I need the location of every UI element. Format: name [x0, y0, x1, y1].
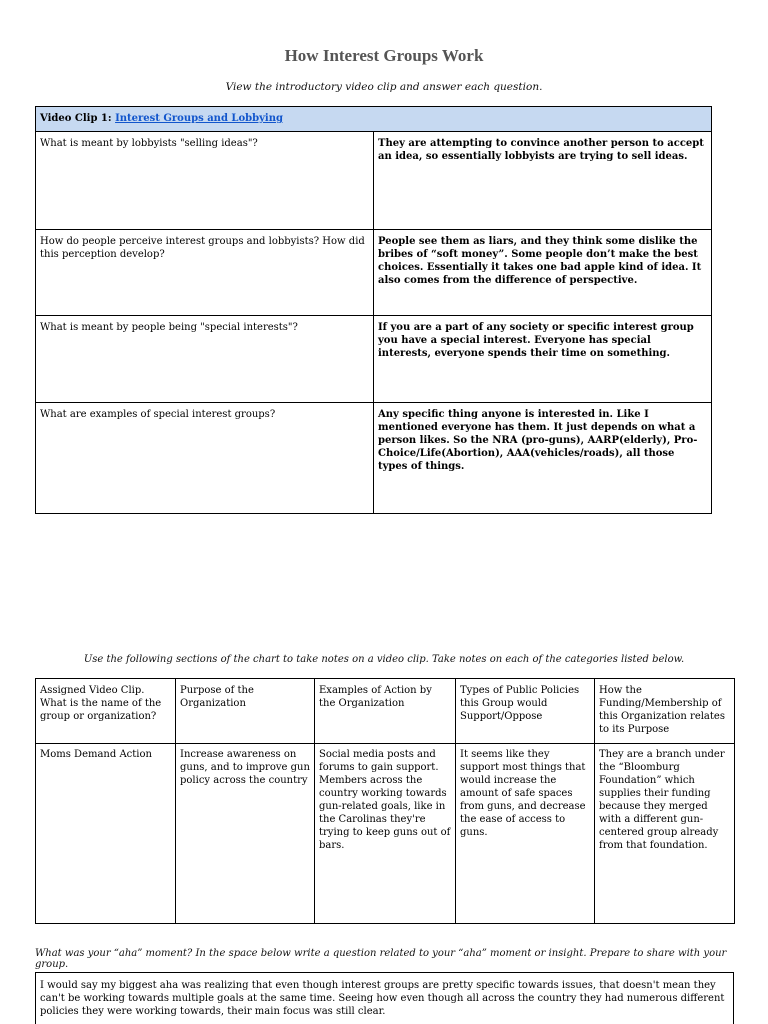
notes-cell[interactable]: Moms Demand Action: [36, 744, 176, 924]
notes-instruction: Use the following sections of the chart to take notes on a video clip. Take notes on each of the categories listed below.: [83, 654, 685, 665]
question-cell: What is meant by people being "special interests"?: [36, 316, 374, 403]
page-subtitle: View the introductory video clip and answer each question.: [225, 81, 543, 93]
table-row: [36, 230, 712, 316]
answer-cell[interactable]: People see them as liars, and they think some dislike the bribes of “soft money”. Some people don’t make the best choices. Essentially it takes one bad apple kind of idea. It also comes from the difference of perspective.: [374, 230, 712, 316]
notes-header-cell: Types of Public Policies this Group would Support/Oppose: [456, 679, 595, 744]
table-row: [36, 403, 712, 514]
notes-cell[interactable]: Increase awareness on guns, and to improve gun policy across the country: [176, 744, 315, 924]
question-cell: What is meant by lobbyists "selling ideas"?: [36, 132, 374, 230]
question-cell: What are examples of special interest groups?: [36, 403, 374, 514]
video-clip-1-link[interactable]: Interest Groups and Lobbying: [115, 113, 283, 124]
notes-cell[interactable]: It seems like they support most things that would increase the amount of safe spaces from guns, and decrease the ease of access to guns.: [456, 744, 595, 924]
notes-table: [35, 678, 735, 924]
video-clip-1-header-row: [36, 107, 712, 132]
question-cell: How do people perceive interest groups and lobbyists? How did this perception develop?: [36, 230, 374, 316]
table-row: [36, 316, 712, 403]
answer-cell[interactable]: They are attempting to convince another person to accept an idea, so essentially lobbyists are trying to sell ideas.: [374, 132, 712, 230]
table-row: [36, 973, 734, 1024]
table-row: [36, 132, 712, 230]
aha-answer-cell[interactable]: I would say my biggest aha was realizing that even though interest groups are pretty specific towards issues, that doesn't mean they can't be working towards multiple goals at the same time. Seeing how even though all across the country they had numerous different policies they were working towards, their main focus was still clear.: [36, 973, 734, 1024]
answer-cell[interactable]: Any specific thing anyone is interested in. Like I mentioned everyone has them. It just depends on what a person likes. So the NRA (pro-guns), AARP(elderly), Pro-Choice/Life(Abortion), AAA(vehicles/roads), all those types of things.: [374, 403, 712, 514]
video-clip-1-label: Video Clip 1:: [40, 113, 116, 124]
notes-header-cell: How the Funding/Membership of this Organization relates to its Purpose: [595, 679, 735, 744]
page-title: How Interest Groups Work: [284, 46, 484, 65]
notes-header-row: [36, 679, 735, 744]
aha-prompt: What was your “aha” moment? In the space below write a question related to your “aha” moment or insight. Prepare to share with your group.: [35, 948, 727, 970]
notes-header-cell: Assigned Video Clip. What is the name of the group or organization?: [36, 679, 176, 744]
notes-cell[interactable]: Social media posts and forums to gain support. Members across the country working towards gun-related goals, like in the Carolinas they're trying to keep guns out of bars.: [315, 744, 456, 924]
answer-cell[interactable]: If you are a part of any society or specific interest group you have a special interest. Everyone has special interests, everyone spends their time on something.: [374, 316, 712, 403]
notes-header-cell: Purpose of the Organization: [176, 679, 315, 744]
video-clip-1-table: [35, 106, 712, 514]
notes-cell[interactable]: They are a branch under the “Bloomburg Foundation” which supplies their funding because they merged with a different gun-centered group already from that foundation.: [595, 744, 735, 924]
aha-answer-table: [35, 972, 734, 1024]
video-clip-1-header: [36, 107, 712, 132]
notes-header-cell: Examples of Action by the Organization: [315, 679, 456, 744]
table-row: [36, 744, 735, 924]
